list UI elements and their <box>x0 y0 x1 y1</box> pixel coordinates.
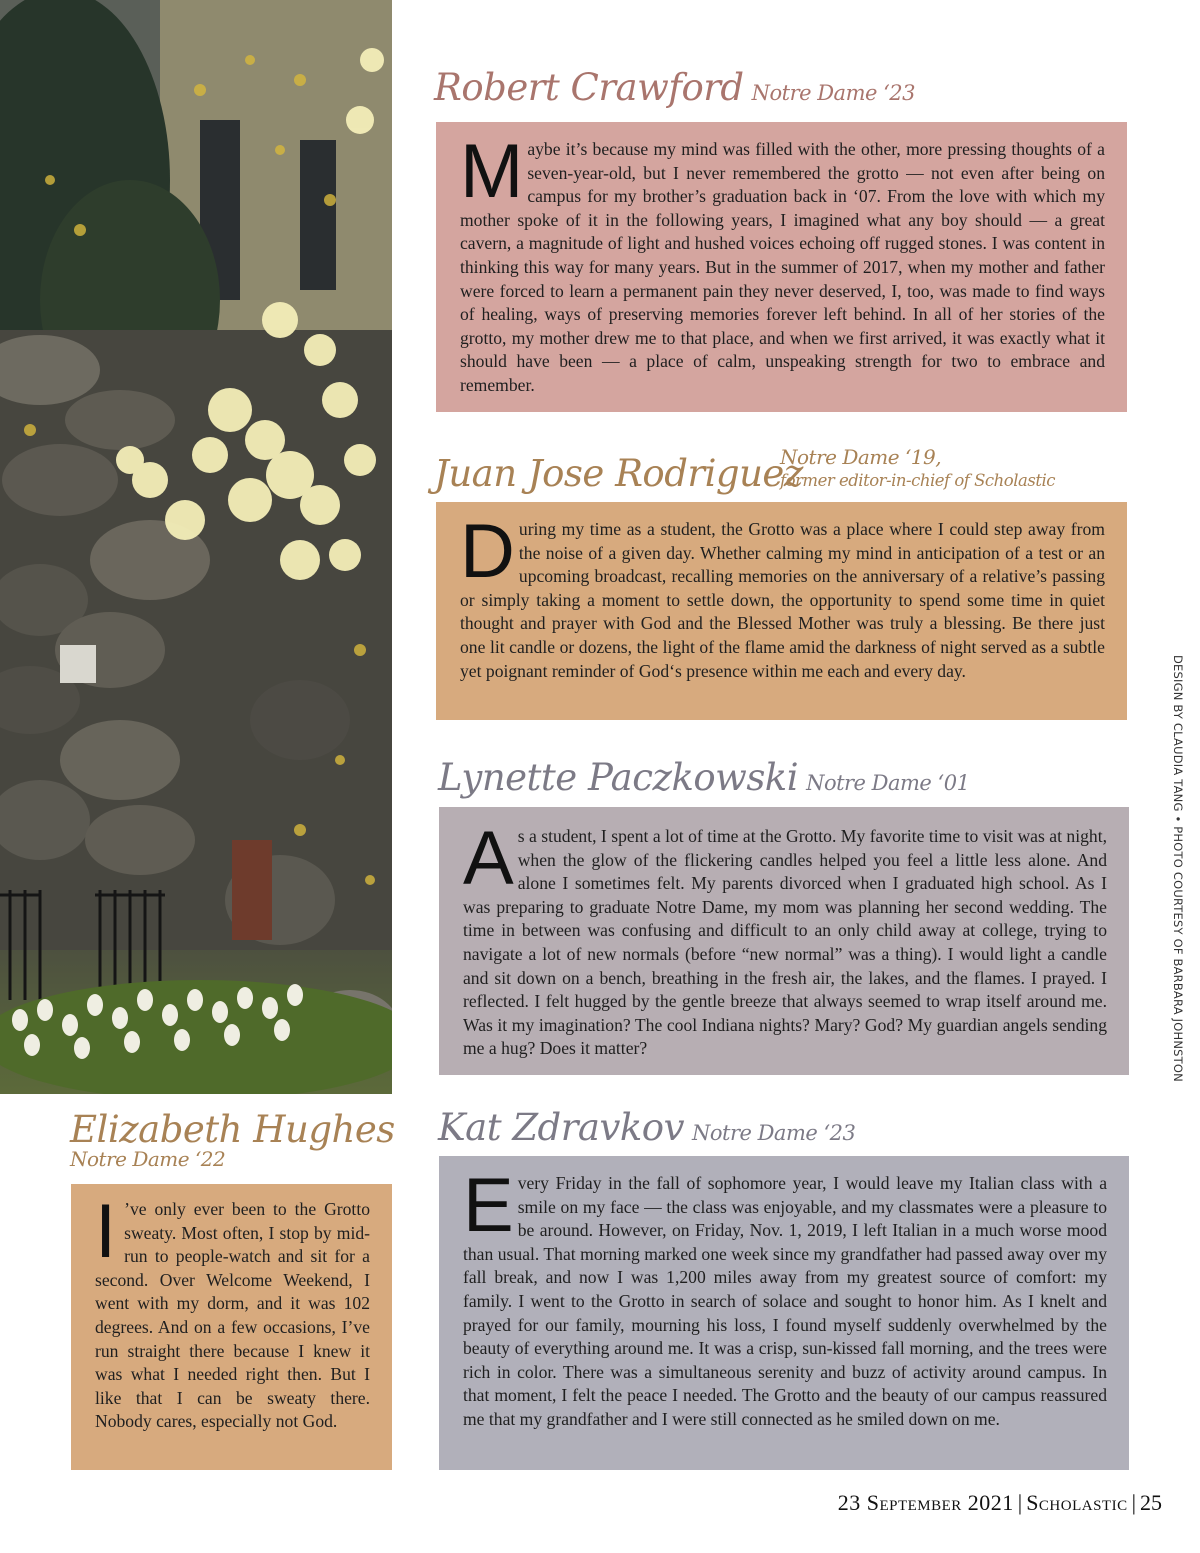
testimonial-box-lynette-paczkowski <box>439 807 1129 1075</box>
author-affiliation: Notre Dame ‘23 <box>751 81 915 105</box>
drop-cap: I <box>95 1189 117 1274</box>
testimonial-box-elizabeth-hughes <box>71 1184 392 1470</box>
testimonial-text: s a student, I spent a lot of time at the Grotto. My favorite time to visit was at night, when the glow of the flickering candles helped you feel a little less alone. And alone I sometimes felt. My parents divorced when I graduated high school. As I was preparing to graduate Notre Dame, my mom was planning her second wedding. The time in between was confusing and difficult to an only child away at college, trying to navigate a lot of new normals (before “new normal” was a thing). I would light a candle and sit down on a bench, breathing in the fresh air, the lakes, and the flames. I prayed. I reflected. I felt hugged by the gentle breeze that always seemed to wrap itself around me. Was it my imagination? The cool Indiana nights? Mary? God? My guardian angels sending me a hug? Does it matter? <box>463 826 1107 1059</box>
author-name-kat-zdravkov <box>438 1106 855 1149</box>
testimonial-text: ’ve only ever been to the Grotto sweaty. Most often, I stop by mid-run to people-watch and sit for a second. Over Welcome Weekend, I went with my dorm, and it was 102 degrees. And on a few occasions, I’ve run straight there because I knew it was what I needed right then. But I like that I can be sweaty there. Nobody cares, especially not God. <box>95 1199 370 1432</box>
page-number: 25 <box>1140 1490 1162 1515</box>
drop-cap: M <box>460 129 524 214</box>
drop-cap: E <box>463 1163 514 1248</box>
page-footer <box>838 1490 1162 1516</box>
testimonial-box-juan-jose-rodriguez <box>436 502 1127 720</box>
author-name-elizabeth-hughes <box>70 1108 395 1171</box>
drop-cap: A <box>463 816 514 901</box>
testimonial-text: very Friday in the fall of sophomore year, I would leave my Italian class with a smile on my face — the class was enjoyable, and my classmates were a pleasure to be around. However, on Friday, Nov. 1, 2019, I left Italian in a much worse mood than usual. That morning marked one week since my grandfather had passed away over my fall break, and now I was 1,200 miles away from my greatest source of comfort: my family. I went to the Grotto in search of solace and sought to honor him. As I knelt and prayed for our family, mourning his loss, I found myself suddenly overwhelmed by the beauty of everything around me. It was a crisp, sun-kissed fall morning, and the trees were rich in color. There was a simultaneous serenity and buzz of activity around campus. In that moment, I felt the peace I needed. The Grotto and the beauty of our campus reassured me that my grandfather and I were still connected as he smiled down on me. <box>463 1173 1107 1429</box>
author-affiliation: Notre Dame ‘22 <box>70 1147 226 1171</box>
author-name: Juan Jose Rodriguez <box>434 452 803 495</box>
grotto-photo <box>0 0 392 1094</box>
author-affiliation: Notre Dame ‘01 <box>806 771 970 795</box>
author-role: former editor-in-chief of Scholastic <box>780 471 1055 490</box>
footer-divider: | <box>1017 1490 1023 1515</box>
author-name: Kat Zdravkov <box>438 1106 684 1149</box>
author-name: Robert Crawford <box>434 66 744 109</box>
testimonial-text: uring my time as a student, the Grotto was a place where I could step away from the noise of a given day. Whether calming my mind in anticipation of a test or an upcoming broadcast, recalling memories on the anniversary of a relative’s passing or simply taking a moment to settle down, the opportunity to spend some time in quiet thought and prayer with God and the Blessed Mother was truly a blessing. Be there just one lit candle or dozens, the light of the flame amid the darkness of night served as a subtle yet poignant reminder of God‘s presence within me each and every day. <box>460 519 1105 681</box>
author-affiliation-block <box>780 446 1055 492</box>
author-affiliation: Notre Dame ‘19, <box>780 445 942 469</box>
issue-date: 23 September 2021 <box>837 1490 1014 1515</box>
author-name: Elizabeth Hughes <box>70 1108 395 1151</box>
testimonial-box-kat-zdravkov <box>439 1156 1129 1470</box>
author-affiliation: Notre Dame ‘23 <box>691 1121 856 1145</box>
grotto-photo-illustration <box>0 0 392 1094</box>
testimonial-box-robert-crawford <box>436 122 1127 412</box>
magazine-name: Scholastic <box>1026 1490 1128 1515</box>
drop-cap: D <box>460 509 515 594</box>
author-name-robert-crawford <box>434 66 915 109</box>
testimonial-text: aybe it’s because my mind was filled with the other, more pressing thoughts of a seven-year-old, but I never remembered the grotto — not even after being on campus for my brother’s graduation back in ‘07. From the love with which my mother spoke of it in the following years, I imagined what any boy should — a great cavern, a magnitude of light and hushed voices echoing off rugged stones. I was content in thinking this way for many years. But in the summer of 2017, when my mother and father were forced to learn a permanent pain they never deserved, I, too, was made to find ways of healing, ways of preserving memories forever left behind. In all of her stories of the grotto, my mother drew me to that place, and when we first arrived, it was exactly what it should have been — a place of calm, unspeaking strength for two to embrace and remember. <box>460 139 1105 395</box>
photo-credit: DESIGN BY CLAUDIA TANG • PHOTO COURTESY OF BARBARA JOHNSTON <box>1171 655 1185 1082</box>
footer-divider: | <box>1131 1490 1136 1515</box>
author-name-juan-jose-rodriguez <box>434 452 803 495</box>
author-name: Lynette Paczkowski <box>438 756 799 799</box>
author-name-lynette-paczkowski <box>438 756 969 799</box>
